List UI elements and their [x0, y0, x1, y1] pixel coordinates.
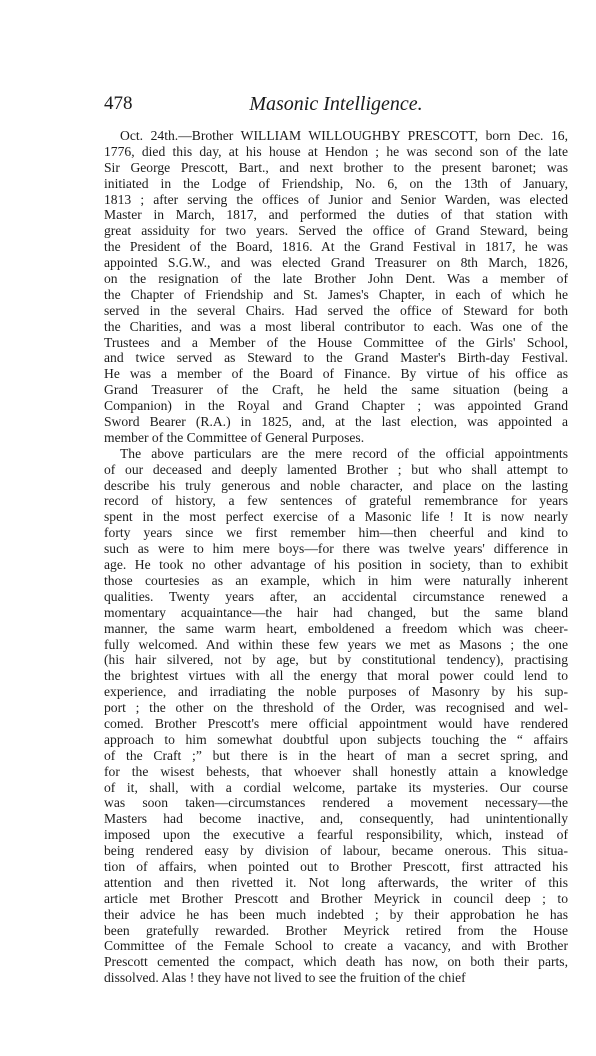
text-line: of our deceased and deeply lamented Brother ; but who shall attempt to	[104, 461, 568, 477]
text-line: dissolved. Alas ! they have not lived to see the fruition of the chief	[104, 970, 466, 986]
text-line: of the Craft ;” but there is in the heart of man a secret spring, and	[104, 747, 568, 763]
text-line: Masters had become inactive, and, consequently, had unintentionally	[104, 811, 568, 827]
text-line: 1776, died this day, at his house at Hendon ; he was second son of the late	[104, 143, 568, 159]
text-line: of it, shall, with a cordial welcome, partake its mysteries. Our course	[104, 779, 568, 795]
article-body	[104, 128, 568, 986]
text-line: fully welcomed. And within these few years we met as Masons ; the one	[104, 636, 568, 652]
page-number: 478	[104, 93, 133, 114]
text-line: Trustees and a Member of the House Committee of the Girls' School,	[104, 334, 568, 350]
text-line: served in the several Chairs. Had served the office of Steward for both	[104, 302, 568, 318]
text-line: those courtesies as an example, which in him were naturally inherent	[104, 572, 568, 588]
text-line: Committee of the Female School to create a vacancy, and with Brother	[104, 938, 568, 954]
text-line: was soon taken—circumstances rendered a movement necessary—the	[104, 795, 568, 811]
text-line: attention and then rivetted it. Not long afterwards, the writer of this	[104, 874, 568, 890]
text-line: Prescott cemented the compact, which death has now, on both their parts,	[104, 954, 568, 970]
text-line: manner, the same warm heart, emboldened a freedom which was cheer-	[104, 620, 568, 636]
text-line: (his hair silvered, not by age, but by constitutional tendency), practising	[104, 652, 568, 668]
text-line: member of the Committee of General Purposes.	[104, 429, 365, 445]
text-line: describe his truly generous and noble character, and place on the lasting	[104, 477, 568, 493]
text-line: approach to him somewhat doubtful upon subjects touching the “ affairs	[104, 731, 568, 747]
text-line: the Charities, and was a most liberal contributor to each. Was one of the	[104, 318, 568, 334]
text-line: Companion) in the Royal and Grand Chapter ; was appointed Grand	[104, 398, 568, 414]
text-line: great assiduity for two years. Served the office of Grand Steward, being	[104, 223, 568, 239]
text-line: The above particulars are the mere record of the official appointments	[120, 445, 568, 461]
text-line: the President of the Board, 1816. At the Grand Festival in 1817, he was	[104, 239, 568, 255]
text-line: on the resignation of the late Brother John Dent. Was a member of	[104, 271, 568, 287]
text-line: the Chapter of Friendship and St. James's Chapter, in each of which he	[104, 286, 568, 302]
text-line: forty years since we first remember him—then cheerful and kind to	[104, 525, 568, 541]
running-title: Masonic Intelligence.	[249, 93, 423, 115]
text-line: imposed upon the executive a fearful responsibility, which, instead of	[104, 827, 568, 843]
text-line: spent in the most perfect exercise of a Masonic life ! It is now nearly	[104, 509, 568, 525]
text-line: tion of affairs, when pointed out to Brother Prescott, first attracted his	[104, 858, 568, 874]
text-line: initiated in the Lodge of Friendship, No. 6, on the 13th of January,	[104, 175, 568, 191]
text-line: such as were to him mere boys—for there was twelve years' difference in	[104, 541, 568, 557]
text-line: qualities. Twenty years after, an accidental circumstance renewed a	[104, 588, 568, 604]
text-line: record of history, a few sentences of grateful remembrance for years	[104, 493, 568, 509]
text-line: Sword Bearer (R.A.) in 1825, and, at the last election, was appointed a	[104, 414, 568, 430]
text-line: and twice served as Steward to the Grand Master's Birth-day Festival.	[104, 350, 568, 366]
text-line: Oct. 24th.—Brother WILLIAM WILLOUGHBY PRESCOTT, born Dec. 16,	[120, 128, 568, 143]
text-line: for the wisest behests, that whoever shall honestly attain a knowledge	[104, 763, 568, 779]
text-line: been gratefully rewarded. Brother Meyrick retired from the House	[104, 922, 568, 938]
text-line: Sir George Prescott, Bart., and next brother to the present baronet; was	[104, 159, 568, 175]
text-line: experience, and irradiating the noble purposes of Masonry by his sup-	[104, 684, 568, 700]
text-line: He was a member of the Board of Finance. By virtue of his office as	[104, 366, 568, 382]
text-line: port ; the other on the threshold of the Order, was recognised and wel-	[104, 700, 568, 716]
text-line: being rendered easy by division of labour, became onerous. This situa-	[104, 843, 568, 859]
text-line: Grand Treasurer of the Craft, he held the same situation (being a	[104, 382, 568, 398]
text-line: Master in March, 1817, and performed the duties of that station with	[104, 207, 568, 223]
text-line: comed. Brother Prescott's mere official appointment would have rendered	[104, 715, 568, 731]
text-line: article met Brother Prescott and Brother Meyrick in council deep ; to	[104, 890, 568, 906]
text-line: appointed S.G.W., and was elected Grand Treasurer on 8th March, 1826,	[104, 255, 568, 271]
text-line: 1813 ; after serving the offices of Junior and Senior Warden, was elected	[104, 191, 568, 207]
text-line: their advice he has been much indebted ; by their approbation he has	[104, 906, 568, 922]
text-line: momentary acquaintance—the hair had changed, but the same bland	[104, 604, 568, 620]
text-line: the brightest virtues with all the energy that moral power could lend to	[104, 668, 568, 684]
text-line: age. He took no other advantage of his position in society, than to exhibit	[104, 557, 568, 573]
page-header	[104, 93, 568, 115]
